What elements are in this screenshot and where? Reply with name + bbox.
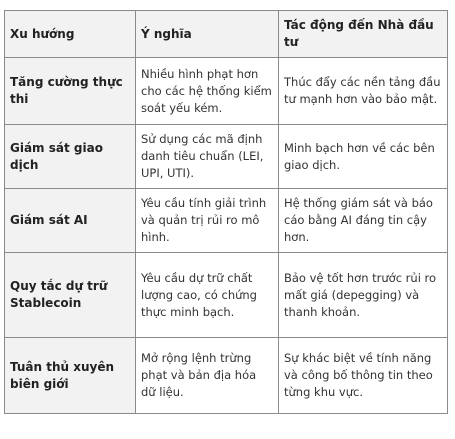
meaning-cell: Yêu cầu tính giải trình và quản trị rủi ro mô hình. xyxy=(136,189,279,253)
table-row xyxy=(5,189,448,253)
trend-cell: Giám sát AI xyxy=(5,189,136,253)
trend-cell: Tăng cường thực thi xyxy=(5,58,136,125)
table-header-row xyxy=(5,11,448,58)
impact-cell: Sự khác biệt về tính năng và công bố thông tin theo từng khu vực. xyxy=(279,338,448,414)
header-trend: Xu hướng xyxy=(5,11,136,58)
impact-cell: Minh bạch hơn về các bên giao dịch. xyxy=(279,125,448,189)
table-row xyxy=(5,253,448,338)
impact-cell: Thúc đẩy các nền tảng đầu tư mạnh hơn vào bảo mật. xyxy=(279,58,448,125)
meaning-cell: Nhiều hình phạt hơn cho các hệ thống kiểm soát yếu kém. xyxy=(136,58,279,125)
impact-cell: Bảo vệ tốt hơn trước rủi ro mất giá (depegging) và thanh khoản. xyxy=(279,253,448,338)
impact-cell: Hệ thống giám sát và báo cáo bằng AI đáng tin cậy hơn. xyxy=(279,189,448,253)
header-investor-impact: Tác động đến Nhà đầu tư xyxy=(279,11,448,58)
header-meaning: Ý nghĩa xyxy=(136,11,279,58)
meaning-cell: Sử dụng các mã định danh tiêu chuẩn (LEI, UPI, UTI). xyxy=(136,125,279,189)
meaning-cell: Yêu cầu dự trữ chất lượng cao, có chứng thực minh bạch. xyxy=(136,253,279,338)
table-row xyxy=(5,58,448,125)
trend-cell: Giám sát giao dịch xyxy=(5,125,136,189)
trend-table xyxy=(4,10,448,414)
trend-cell: Quy tắc dự trữ Stablecoin xyxy=(5,253,136,338)
table-row xyxy=(5,125,448,189)
trend-cell: Tuân thủ xuyên biên giới xyxy=(5,338,136,414)
meaning-cell: Mở rộng lệnh trừng phạt và bản địa hóa dữ liệu. xyxy=(136,338,279,414)
table-row xyxy=(5,338,448,414)
